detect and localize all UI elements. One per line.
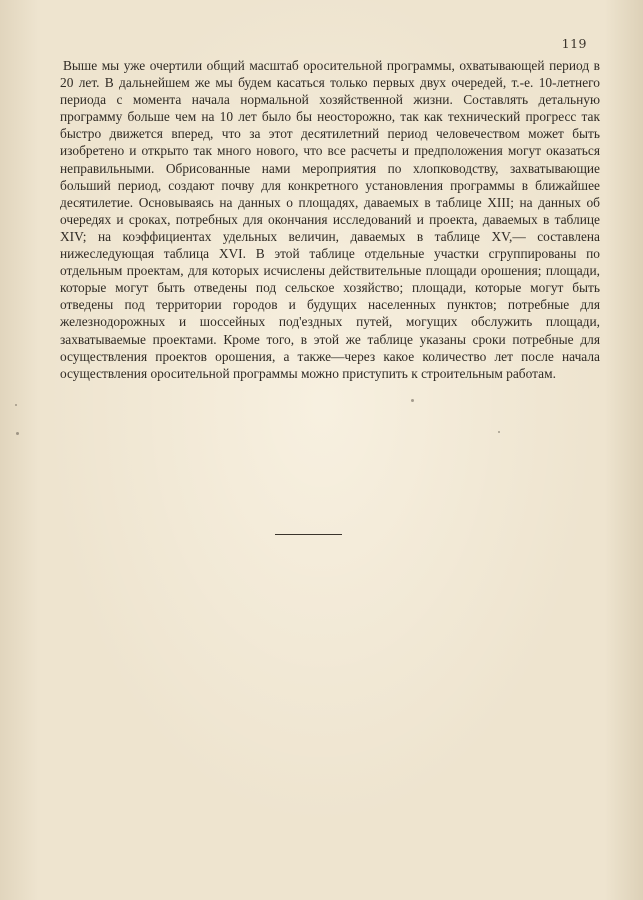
paper-speck — [15, 404, 17, 406]
paper-speck — [16, 432, 19, 435]
paper-speck — [411, 399, 414, 402]
page-number: 119 — [561, 36, 587, 51]
paper-speck — [498, 431, 500, 433]
body-paragraph: Выше мы уже очертили общий масштаб оросительной программы, охватывающей период в 20 лет. В дальнейшем же мы будем касаться только первых двух очередей, т.-е. 10-летнего периода с момента начала нормальной хозяйственной жизни. Составлять детальную программу больше чем на 10 лет было бы неосторожно, так как технический прогресс так быстро движется вперед, что за этот десятилетний период человечеством может быть изобретено и открыто так много нового, что все расчеты и предположения могут оказаться неправильными. Обрисованные нами мероприятия по хлопководству, захватывающие больший период, создают почву для конкретного установления программы в ближайшее десятилетие. Основываясь на данных о площадях, даваемых в таблице XIII; на данных об очередях и сроках, потребных для окончания исследований и проекта, даваемых в таблице XIV; на коэффициентах удельных величин, даваемых в таблице XV,— составлена нижеследующая таблица XVI. В этой таблице отдельные участки сгруппированы по отдельным проектам, для которых исчислены действительные площади орошения; площади, которые могут быть отведены под сельское хозяйство; площади, которые могут быть отведены под территории городов и будущих населенных пунктов; потребные для железнодорожных и шоссейных под'ездных путей, могущих обслужить площади, захватываемые проектами. Кроме того, в этой же таблице указаны сроки потребные для осуществления проектов орошения, а также—через какое количество лет после начала осуществления оросительной программы можно приступить к строительным работам. — [60, 58, 600, 381]
section-divider — [275, 534, 342, 535]
